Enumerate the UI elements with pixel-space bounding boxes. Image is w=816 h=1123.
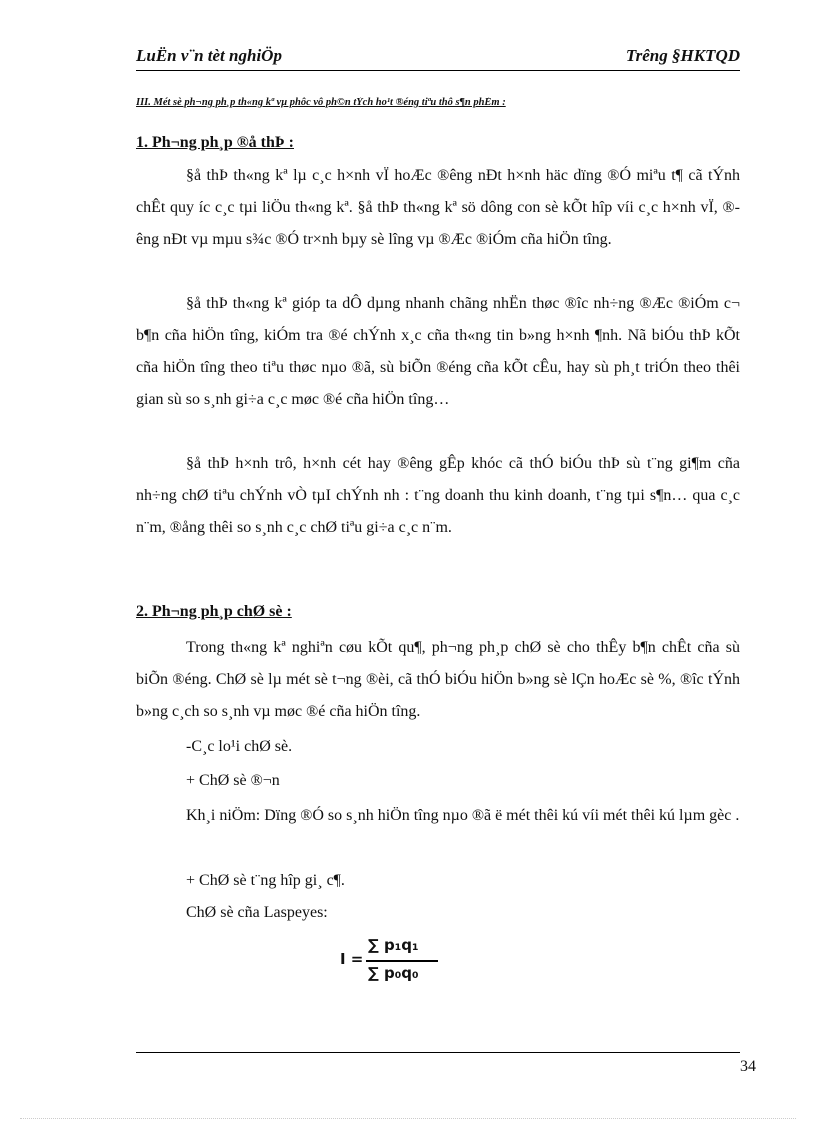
section2-paragraph-concept: Kh¸i niÖm: Dïng ®Ó so s¸nh hiÖn tîng nµo ®ã ë mét thêi kú víi mét thêi kú lµm gèc . bbox=[186, 807, 740, 824]
section1-paragraph-2: §å thÞ th«ng kª gióp ta dÔ dµng nhanh chãng nhËn thøc ®îc nh÷ng ®Æc ®iÓm c¬ b¶n cña hiÖn tîng, kiÓm tra ®é chÝnh x¸c cña th«ng tin b»ng h×nh ¶nh. Nã biÓu thÞ kÕt cña hiÖn tîng theo tiªu thøc nµo ®ã, sù biÕn ®éng cña kÕt cÊu, hay sù ph¸t triÓn theo thêi gian sù so s¸nh gi÷a c¸c møc ®é cña hiÖn tîng… bbox=[136, 295, 740, 408]
list-item-laspeyres: ChØ sè cña Laspeyes: bbox=[186, 904, 328, 921]
section-subtitle: III. Mét sè ph¬ng ph¸p th«ng kª vµ phôc vô ph©n tÝch ho¹t ®éng tiªu thô s¶n phÈm : bbox=[136, 97, 506, 108]
list-item-simple-index: + ChØ sè ®¬n bbox=[186, 772, 280, 789]
laspeyres-formula bbox=[340, 936, 460, 988]
page-header bbox=[136, 44, 740, 71]
fraction-bar bbox=[366, 960, 438, 962]
formula-denominator: ∑ p₀q₀ bbox=[368, 964, 419, 982]
list-item-composite-price-index: + ChØ sè t¨ng hîp gi¸ c¶. bbox=[186, 872, 345, 889]
section2-heading: 2. Ph¬ng ph¸p chØ sè : bbox=[136, 603, 292, 620]
formula-lhs: I = bbox=[340, 950, 364, 968]
page-number: 34 bbox=[740, 1058, 756, 1075]
section1-paragraph-3: §å thÞ h×nh trô, h×nh cét hay ®êng gÊp khóc cã thÓ biÓu thÞ sù t¨ng gi¶m cña nh÷ng chØ tiªu chÝnh vÒ tµI chÝnh nh : t¨ng doanh thu kinh doanh, t¨ng tµi s¶n… qua c¸c n¨m, ®ång thêi so s¸nh c¸c chØ tiªu gi÷a c¸c n¨m. bbox=[136, 455, 740, 536]
section1-heading: 1. Ph¬ng ph¸p ®å thÞ : bbox=[136, 134, 294, 151]
list-item-index-types: -C¸c lo¹i chØ sè. bbox=[186, 738, 293, 755]
header-thesis-title: LuËn v¨n tèt nghiÖp bbox=[136, 46, 282, 65]
section1-paragraph-1: §å thÞ th«ng kª lµ c¸c h×nh vÏ hoÆc ®êng nÐt h×nh häc dïng ®Ó miªu t¶ cã tÝnh chÊt quy íc c¸c tµi liÖu th«ng kª. §å thÞ th«ng kª sö dông con sè kÕt hîp víi c¸c h×nh vÏ, ®êng nÐt vµ mµu s¾c ®Ó tr×nh bµy sè lîng vµ ®Æc ®iÓm cña hiÖn tîng. bbox=[136, 167, 740, 248]
formula-numerator: ∑ p₁q₁ bbox=[368, 936, 419, 954]
section2-paragraph-1: Trong th«ng kª nghiªn cøu kÕt qu¶, ph¬ng ph¸p chØ sè cho thÊy b¶n chÊt cña sù biÕn ®éng. ChØ sè lµ mét sè t¬ng ®èi, cã thÓ biÓu hiÖn b»ng sè lÇn hoÆc sè %, ®îc tÝnh b»ng c¸ch so s¸nh vµ møc ®é cña hiÖn tîng. bbox=[136, 639, 740, 720]
header-university: Trêng §HKTQD bbox=[625, 46, 740, 65]
page-bottom-dotted-edge bbox=[20, 1118, 796, 1119]
footer-rule bbox=[136, 1052, 740, 1053]
